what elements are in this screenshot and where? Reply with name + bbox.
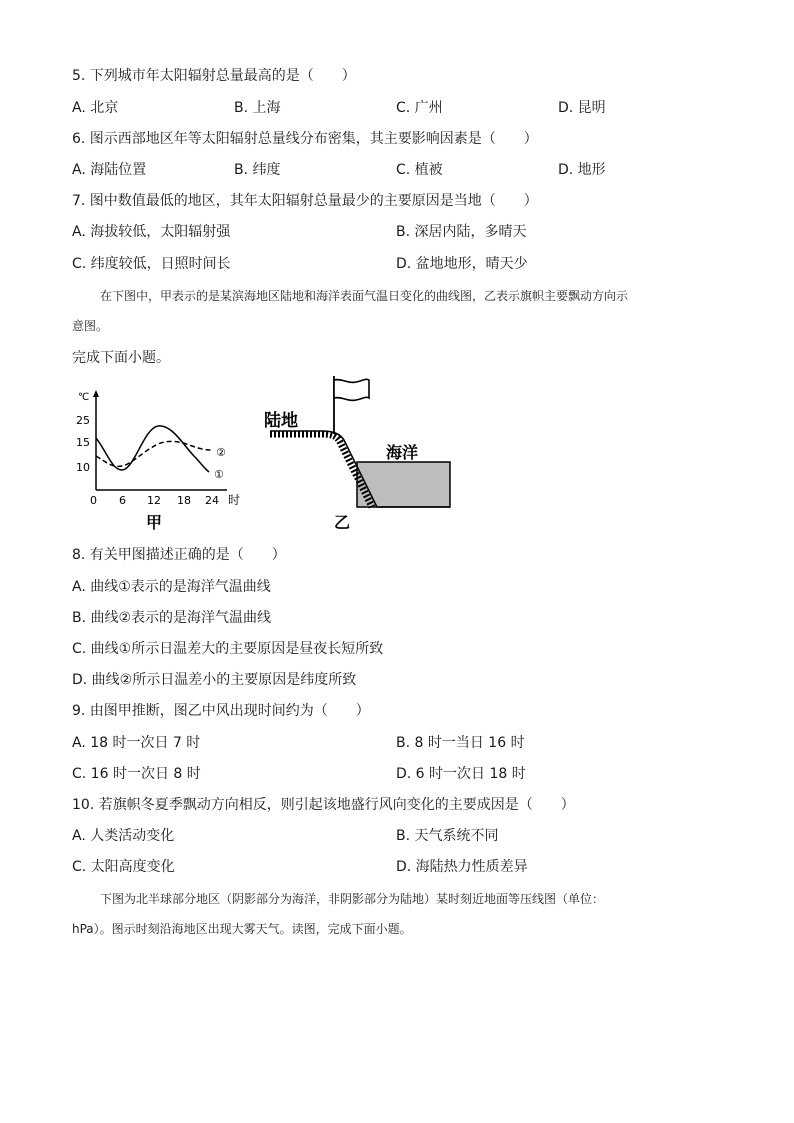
chart-jia-ytick-10: 10 (76, 461, 90, 474)
passage-1 (72, 286, 722, 306)
question-5-option-b: B. 上海 (234, 100, 281, 116)
question-9-option-b: B. 8 时一当日 16 时 (396, 735, 525, 751)
chart-jia-ytick-15: 15 (76, 436, 90, 449)
question-10-option-a: A. 人类活动变化 (72, 828, 175, 844)
chart-jia (76, 390, 240, 532)
question-10-stem: 10. 若旗帜冬夏季飘动方向相反，则引起该地盛行风向变化的主要成因是（ ） (72, 797, 575, 813)
question-10-option-b: B. 天气系统不同 (396, 828, 499, 844)
passage-1-line-1: 在下图中，甲表示的是某滨海地区陆地和海洋表面气温日变化的曲线图，乙表示旗帜主要飘动方向示 (100, 289, 629, 303)
chart-jia-x-unit: 时 (228, 493, 241, 507)
question-5-stem: 5. 下列城市年太阳辐射总量最高的是（ ） (72, 68, 356, 84)
question-7-stem: 7. 图中数值最低的地区，其年太阳辐射总量最少的主要原因是当地（ ） (72, 193, 538, 209)
chart-jia-curve-2 (96, 441, 212, 466)
question-6-stem: 6. 图示西部地区年等太阳辐射总量线分布密集，其主要影响因素是（ ） (72, 131, 538, 147)
question-5-option-d: D. 昆明 (558, 100, 606, 116)
chart-jia-label: 甲 (146, 513, 163, 532)
question-6-option-c: C. 植被 (396, 162, 443, 178)
passage-2-continued (72, 919, 722, 939)
chart-jia-xtick-12: 12 (147, 494, 161, 507)
diagram-yi (264, 376, 450, 532)
question-6-option-a: A. 海陆位置 (72, 162, 147, 178)
figure-svg (72, 376, 472, 536)
passage-1-instruction: 完成下面小题。 (72, 350, 170, 366)
question-7-option-b: B. 深居内陆，多晴天 (396, 224, 527, 240)
figure-jia-yi (72, 376, 472, 540)
question-6-option-b: B. 纬度 (234, 162, 281, 178)
question-6-option-d: D. 地形 (558, 162, 606, 178)
passage-1-continued (72, 316, 722, 336)
question-5-option-c: C. 广州 (396, 100, 443, 116)
question-8-option-d: D. 曲线②所示日温差小的主要原因是纬度所致 (72, 672, 357, 688)
chart-jia-y-arrow (93, 390, 99, 397)
passage-2-line-2: hPa）。图示时刻沿海地区出现大雾天气。读图，完成下面小题。 (72, 922, 412, 936)
chart-jia-unit: ℃ (78, 392, 90, 403)
diagram-yi-land-label: 陆地 (264, 411, 298, 431)
question-5-option-a: A. 北京 (72, 100, 119, 116)
chart-jia-curve-1-marker: ① (214, 468, 224, 481)
chart-jia-xtick-24: 24 (205, 494, 219, 507)
question-9-option-a: A. 18 时一次日 7 时 (72, 735, 201, 751)
question-9-option-c: C. 16 时一次日 8 时 (72, 766, 201, 782)
question-9-stem: 9. 由图甲推断，图乙中风出现时间约为（ ） (72, 703, 370, 719)
chart-jia-xtick-6: 6 (119, 494, 126, 507)
diagram-yi-label: 乙 (334, 513, 351, 532)
chart-jia-xtick-0: 0 (90, 494, 97, 507)
question-10-option-d: D. 海陆热力性质差异 (396, 859, 528, 875)
diagram-yi-flag (334, 379, 369, 400)
question-8-option-b: B. 曲线②表示的是海洋气温曲线 (72, 610, 272, 626)
diagram-yi-sea (357, 462, 450, 507)
chart-jia-ytick-25: 25 (76, 414, 90, 427)
passage-1-line-2: 意图。 (72, 319, 109, 333)
chart-jia-xtick-18: 18 (177, 494, 191, 507)
passage-2-line-1: 下图为北半球部分地区（阴影部分为海洋，非阴影部分为陆地）某时刻近地面等压线图（单位： (100, 892, 605, 906)
diagram-yi-sea-label: 海洋 (386, 443, 419, 462)
question-9-option-d: D. 6 时一次日 18 时 (396, 766, 526, 782)
question-10-option-c: C. 太阳高度变化 (72, 859, 175, 875)
question-7-option-d: D. 盆地地形，晴天少 (396, 256, 528, 272)
question-8-stem: 8. 有关甲图描述正确的是（ ） (72, 547, 286, 563)
question-8-option-a: A. 曲线①表示的是海洋气温曲线 (72, 579, 271, 595)
question-7-option-c: C. 纬度较低，日照时间长 (72, 256, 231, 272)
question-8-option-c: C. 曲线①所示日温差大的主要原因是昼夜长短所致 (72, 641, 384, 657)
question-7-option-a: A. 海拔较低，太阳辐射强 (72, 224, 231, 240)
passage-2 (72, 889, 722, 909)
chart-jia-curve-2-marker: ② (216, 446, 226, 459)
